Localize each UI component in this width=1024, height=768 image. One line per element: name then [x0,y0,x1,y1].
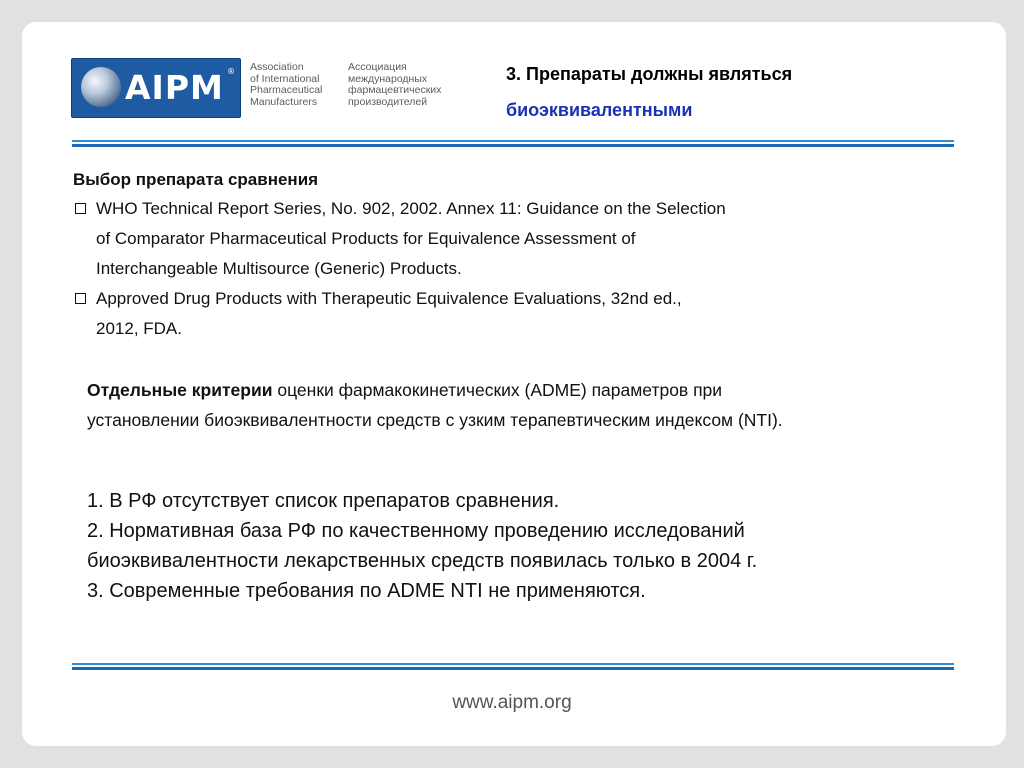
section-heading: Выбор препарата сравнения [73,170,319,189]
list-item-text: of Comparator Pharmaceutical Products for Equivalence Assessment of [96,229,636,248]
logo-wordmark: AIPM [125,68,224,107]
issue-line: биоэквивалентности лекарственных средств появилась только в 2004 г. [87,550,758,572]
association-en-line: of International [250,72,320,85]
footer-divider [72,663,954,670]
comparator-section [73,166,953,344]
list-item-text: Interchangeable Multisource (Generic) Products. [96,259,462,278]
issue-line: 1. В РФ отсутствует список препаратов сравнения. [87,490,560,512]
association-name-ru [348,62,441,108]
issue-line: 2. Нормативная база РФ по качественному проведению исследований [87,520,745,542]
association-name-en [250,62,322,108]
slide-title [506,56,792,128]
list-item-text: Approved Drug Products with Therapeutic Equivalence Evaluations, 32nd ed., [96,289,682,308]
criteria-bold: Отдельные критерии [87,380,273,400]
association-en-line: Pharmaceutical [250,84,323,96]
criteria-paragraph [87,375,947,435]
checkbox-bullet-icon [75,203,86,214]
checkbox-bullet-icon [75,293,86,304]
globe-icon [81,67,121,107]
list-item [73,194,953,284]
association-ru-line: международных [348,72,428,85]
footer-url[interactable]: www.aipm.org [452,692,572,713]
aipm-logo [71,58,241,118]
association-ru-line: Ассоциация [348,61,407,73]
list-item [73,284,953,344]
header-divider [72,140,954,147]
issues-list [87,486,947,606]
title-line-2: биоэквивалентными [506,100,693,120]
list-item-text: 2012, FDA. [96,319,182,338]
registered-mark: ® [227,67,235,76]
association-ru-line: производителей [348,95,428,108]
title-line-1: 3. Препараты должны являться [506,64,793,84]
issue-line: 3. Современные требования по ADME NTI не применяются. [87,580,646,602]
list-item-text: WHO Technical Report Series, No. 902, 2002. Annex 11: Guidance on the Selection [96,199,726,218]
criteria-text: оценки фармакокинетических (ADME) параметров при [272,380,723,400]
association-en-line: Manufacturers [250,95,318,108]
criteria-text: установлении биоэквивалентности средств с узким терапевтическим индексом (NTI). [87,410,783,430]
association-ru-line: фармацевтических [348,84,442,96]
association-en-line: Association [250,61,304,73]
